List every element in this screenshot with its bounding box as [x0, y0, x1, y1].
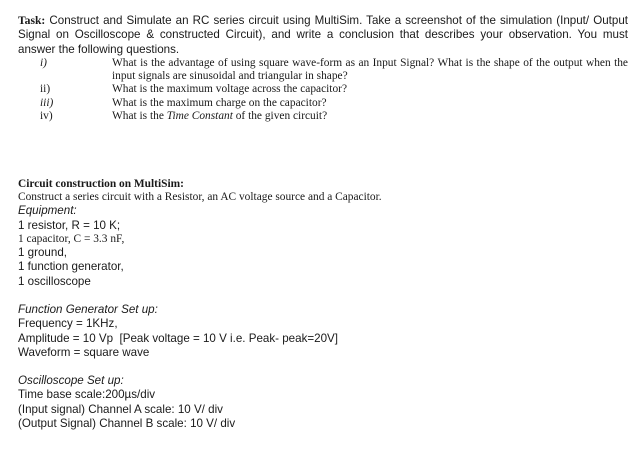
equipment-heading: Equipment: — [18, 204, 77, 218]
question-text — [112, 110, 628, 123]
function-generator-heading: Function Generator Set up: — [18, 303, 158, 316]
oscilloscope-heading: Oscilloscope Set up: — [18, 374, 124, 388]
document-page — [18, 14, 628, 431]
question-number: iii) — [40, 96, 54, 109]
question-number: ii) — [40, 83, 51, 96]
question-number: i) — [40, 56, 47, 69]
function-generator-waveform: Waveform = square wave — [18, 345, 150, 359]
equipment-oscilloscope: 1 oscilloscope — [18, 274, 91, 288]
task-paragraph — [18, 14, 628, 57]
equipment-ground: 1 ground, — [18, 246, 67, 260]
question-text: What is the maximum charge on the capacitor? — [112, 96, 327, 109]
question-item — [40, 83, 628, 96]
question-text-emphasis: Time Constant — [166, 109, 233, 122]
oscilloscope-channel-b: (Output Signal) Channel B scale: 10 V/ div — [18, 417, 236, 431]
task-label: Task: — [18, 14, 46, 27]
construction-intro: Construct a series circuit with a Resistor, an AC voltage source and a Capacitor. — [18, 191, 382, 204]
equipment-resistor: 1 resistor, R = 10 K; — [18, 218, 121, 232]
question-item — [40, 57, 628, 83]
task-text: Construct and Simulate an RC series circuit using MultiSim. Take a screenshot of the simulation (Input/ Output Signal on Oscilloscope & constructed Circuit), and write a conclusion that describes your observation. You must answer the following questions. — [18, 14, 628, 56]
oscilloscope-timebase: Time base scale:200µs/div — [18, 388, 156, 402]
equipment-generator: 1 function generator, — [18, 260, 124, 274]
construction-heading: Circuit construction on MultiSim: — [18, 177, 184, 190]
question-text: What is the maximum voltage across the capacitor? — [112, 83, 348, 96]
question-text-pre: What is the — [112, 109, 167, 122]
question-text: What is the advantage of using square wave-form as an Input Signal? What is the shape of the output when the input signals are sinusoidal and triangular in shape? — [112, 56, 628, 83]
function-generator-amplitude: Amplitude = 10 Vp [Peak voltage = 10 V i.e. Peak- peak=20V] — [18, 331, 338, 345]
function-generator-frequency: Frequency = 1KHz, — [18, 317, 118, 331]
question-item — [40, 97, 628, 110]
question-text-post: of the given circuit? — [232, 109, 328, 122]
question-list — [18, 57, 628, 123]
equipment-capacitor: 1 capacitor, C = 3.3 nF, — [18, 232, 125, 245]
question-item — [40, 110, 628, 123]
oscilloscope-channel-a: (Input signal) Channel A scale: 10 V/ div — [18, 402, 223, 416]
question-number: iv) — [40, 109, 53, 122]
